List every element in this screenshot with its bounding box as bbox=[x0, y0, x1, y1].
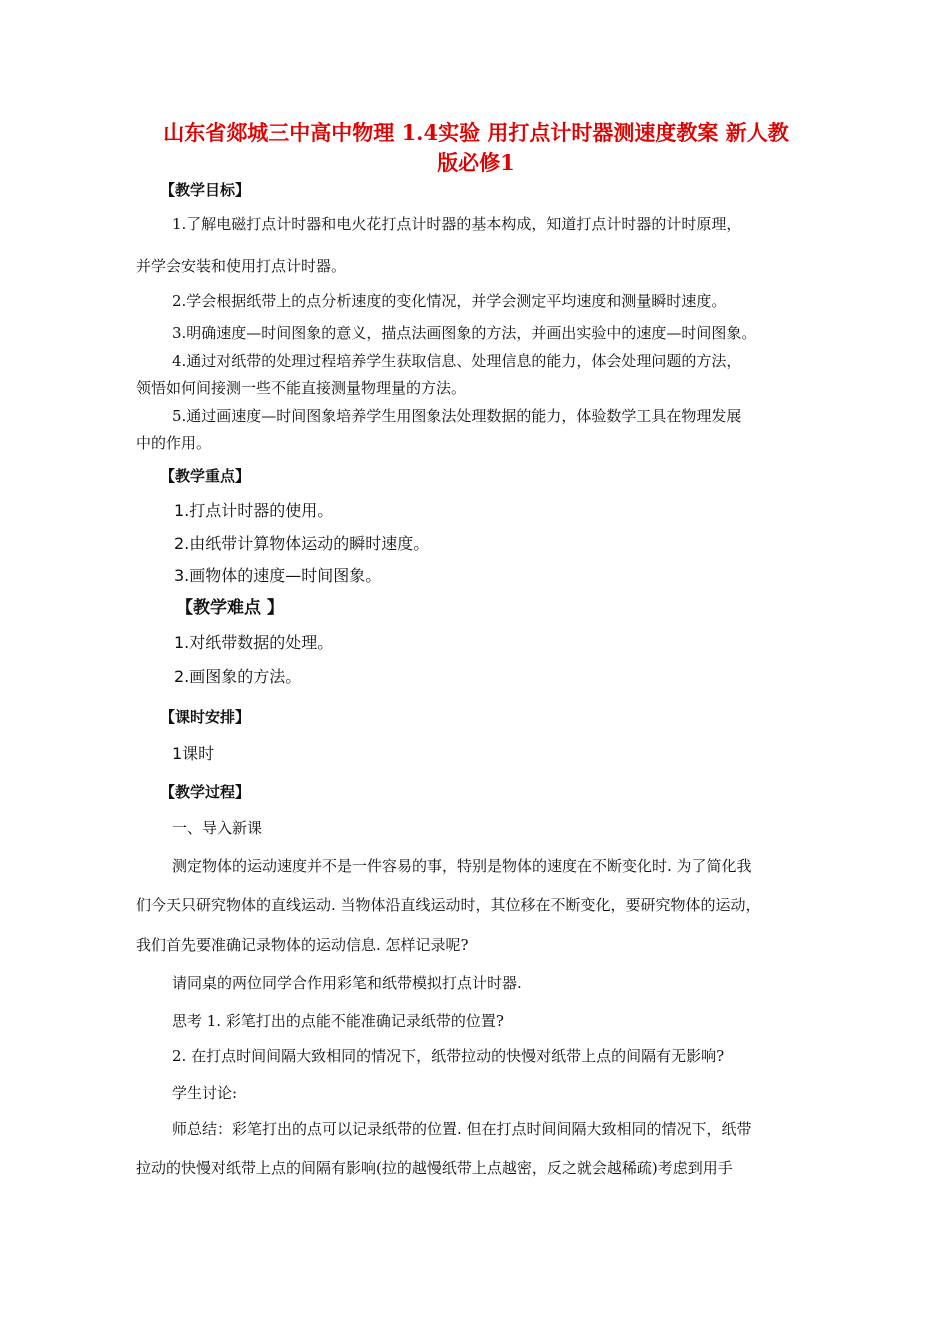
question-1: 思考 1. 彩笔打出的点能不能准确记录纸带的位置? bbox=[172, 1012, 504, 1030]
goal-3: 3.明确速度—时间图象的意义，描点法画图象的方法，并画出实验中的速度—时间图象。 bbox=[172, 324, 757, 342]
goal-4-line-1: 4.通过对纸带的处理过程培养学生获取信息、处理信息的能力，体会处理问题的方法， bbox=[172, 352, 742, 370]
process-heading: 【教学过程】 bbox=[160, 783, 251, 801]
goal-5-line-2: 中的作用。 bbox=[136, 434, 212, 452]
paragraph-2: 请同桌的两位同学合作用彩笔和纸带模拟打点计时器. bbox=[172, 974, 522, 992]
goal-1-line-2: 并学会安装和使用打点计时器。 bbox=[136, 257, 347, 275]
goal-5-line-1: 5.通过画速度—时间图象培养学生用图象法处理数据的能力，体验数学工具在物理发展 bbox=[172, 407, 742, 425]
paragraph-1-line-3: 我们首先要准确记录物体的运动信息. 怎样记录呢? bbox=[136, 936, 469, 954]
summary-line-1: 师总结：彩笔打出的点可以记录纸带的位置. 但在打点时间间隔大致相同的情况下，纸带 bbox=[172, 1120, 752, 1138]
schedule-value: 1课时 bbox=[172, 744, 215, 763]
schedule-heading: 【课时安排】 bbox=[160, 708, 251, 726]
goal-2: 2.学会根据纸带上的点分析速度的变化情况，并学会测定平均速度和测量瞬时速度。 bbox=[172, 292, 727, 310]
question-2: 2. 在打点时间间隔大致相同的情况下，纸带拉动的快慢对纸带上点的间隔有无影响? bbox=[172, 1047, 725, 1065]
student-discussion: 学生讨论: bbox=[172, 1084, 238, 1102]
goal-1-line-1: 1.了解电磁打点计时器和电火花打点计时器的基本构成，知道打点计时器的计时原理， bbox=[172, 215, 742, 233]
difficulty-1: 1.对纸带数据的处理。 bbox=[174, 633, 334, 652]
title-line-1: 山东省郯城三中高中物理 1.4实验 用打点计时器测速度教案 新人教 bbox=[163, 120, 789, 145]
key-point-3: 3.画物体的速度—时间图象。 bbox=[174, 566, 382, 585]
goal-4-line-2: 领悟如何间接测一些不能直接测量物理量的方法。 bbox=[136, 379, 467, 397]
difficulties-heading: 【教学难点 】 bbox=[176, 598, 284, 618]
paragraph-1-line-1: 测定物体的运动速度并不是一件容易的事，特别是物体的速度在不断变化时. 为了简化我 bbox=[172, 857, 752, 875]
difficulty-2: 2.画图象的方法。 bbox=[174, 667, 302, 686]
summary-line-2: 拉动的快慢对纸带上点的间隔有影响(拉的越慢纸带上点越密，反之就会越稀疏)考虑到用手 bbox=[136, 1159, 733, 1177]
goals-heading: 【教学目标】 bbox=[160, 181, 251, 199]
key-point-2: 2.由纸带计算物体运动的瞬时速度。 bbox=[174, 534, 430, 553]
key-point-1: 1.打点计时器的使用。 bbox=[174, 501, 334, 520]
title-line-2: 版必修1 bbox=[437, 150, 515, 175]
section-intro: 一、导入新课 bbox=[172, 819, 263, 837]
paragraph-1-line-2: 们今天只研究物体的直线运动. 当物体沿直线运动时，其位移在不断变化，要研究物体的运动， bbox=[136, 896, 761, 914]
key-points-heading: 【教学重点】 bbox=[160, 467, 251, 485]
document-title bbox=[136, 118, 816, 178]
